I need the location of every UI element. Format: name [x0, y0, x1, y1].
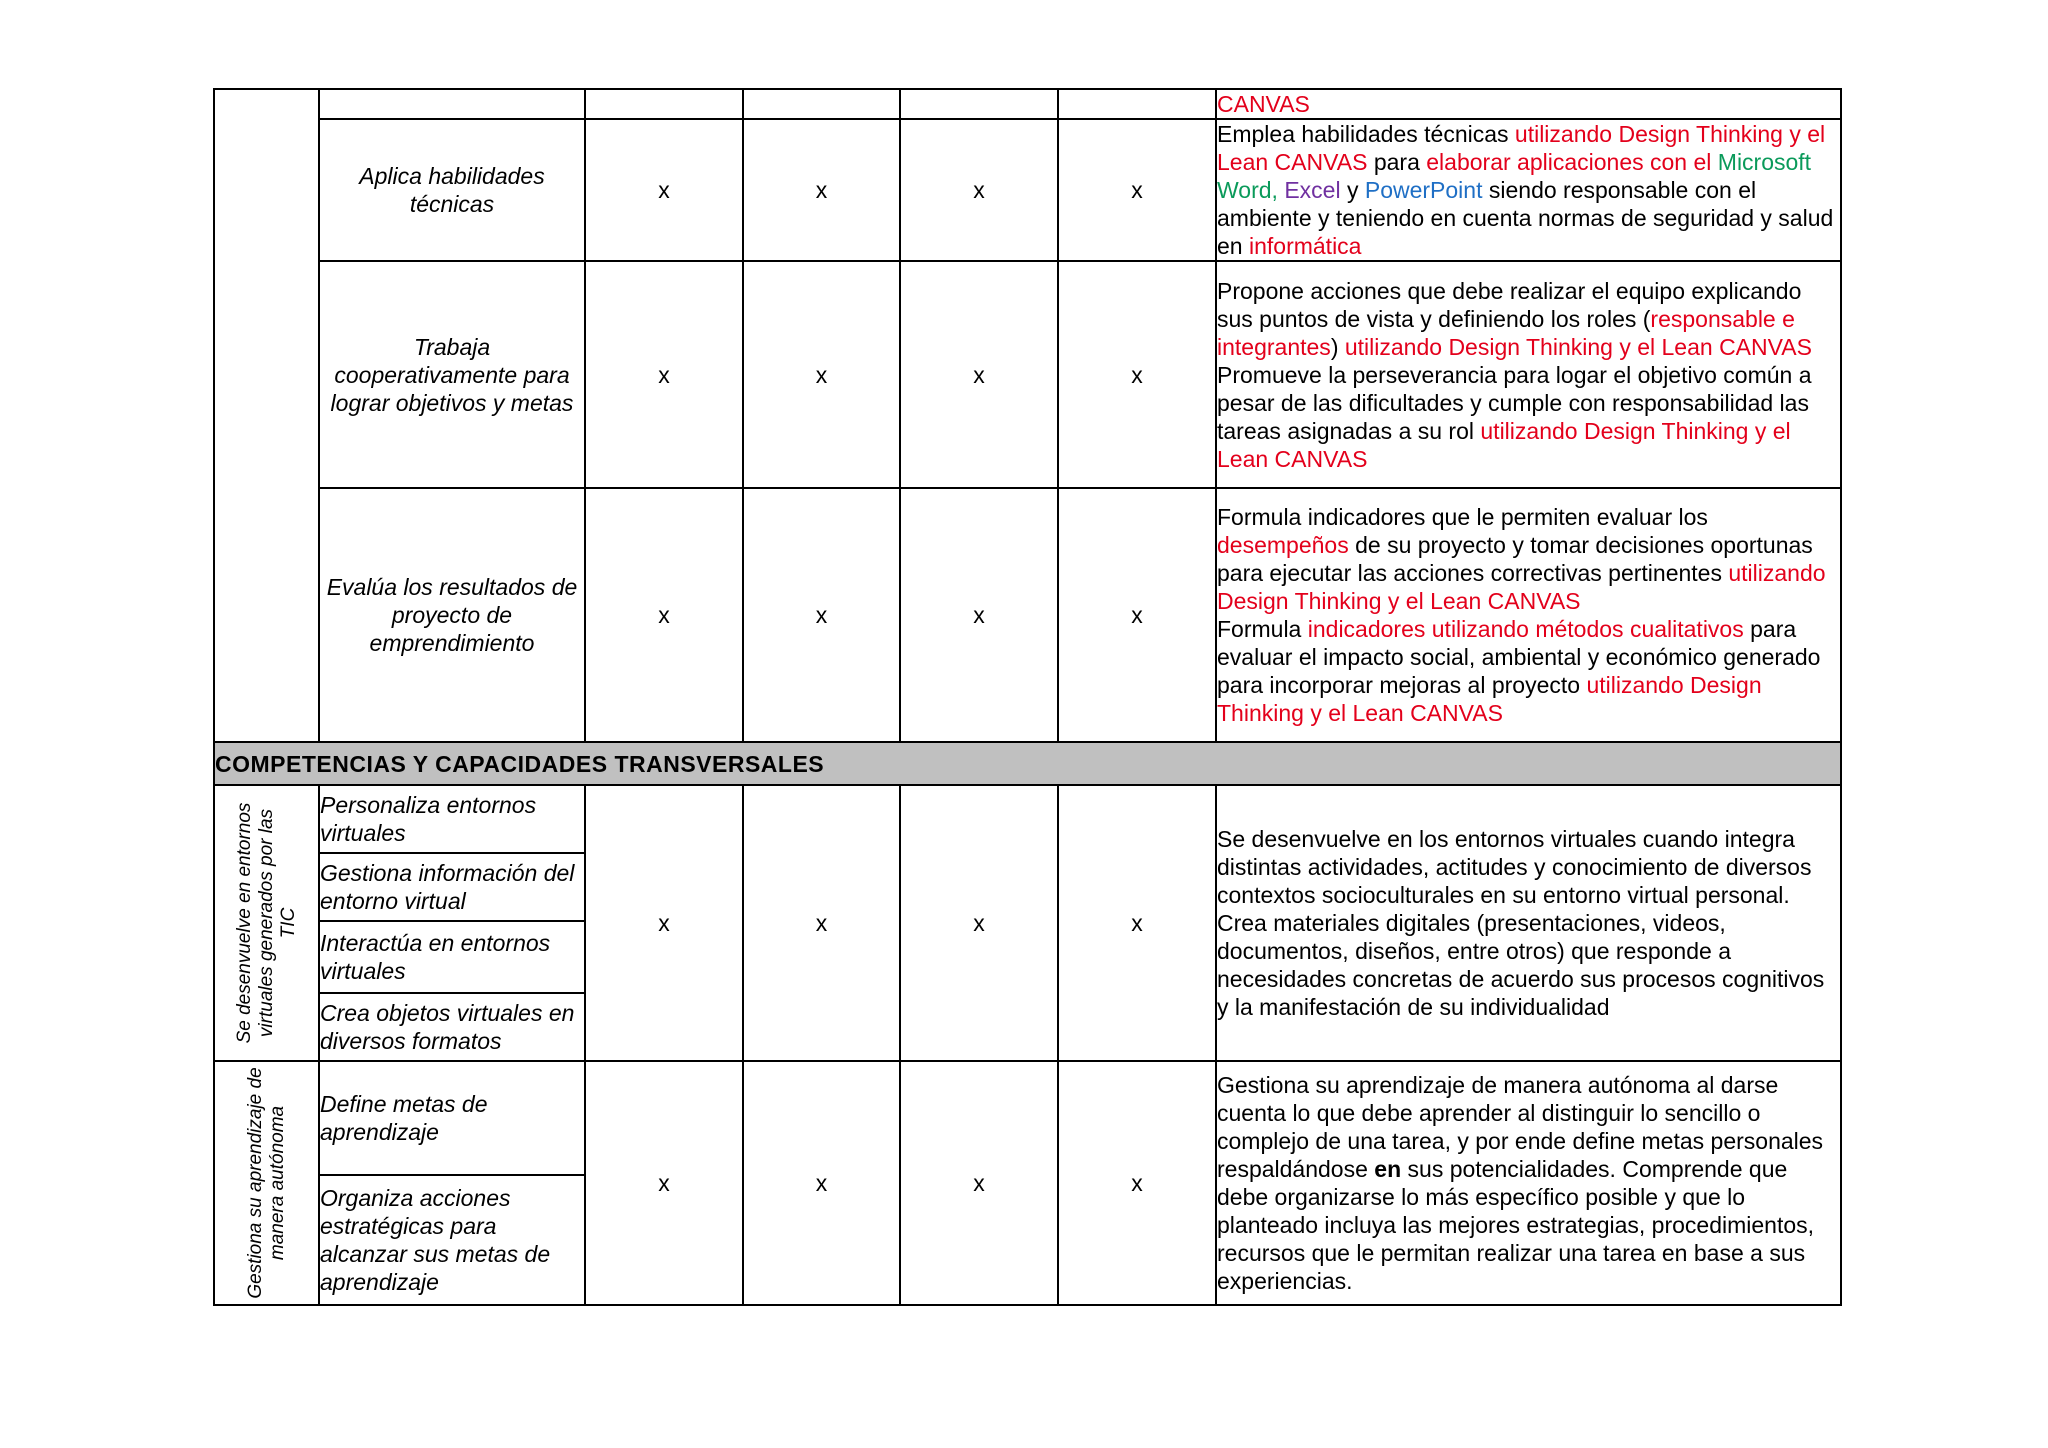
- capacity-cell: Organiza acciones estratégicas para alcanzar sus metas de aprendizaje: [319, 1175, 585, 1305]
- capacity-cell: Define metas de aprendizaje: [319, 1061, 585, 1175]
- mark-cell: x: [585, 261, 743, 488]
- competencies-table: [213, 88, 1842, 1306]
- mark-cell: x: [743, 488, 900, 742]
- capacity-cell: Aplica habilidades técnicas: [319, 119, 585, 261]
- competency-name: Se desenvuelve en entornos virtuales generados por las TIC: [233, 802, 299, 1044]
- competency-cell: [214, 1061, 319, 1305]
- mark-cell: [585, 89, 743, 119]
- mark-cell: x: [1058, 488, 1216, 742]
- mark-cell: x: [1058, 119, 1216, 261]
- description-cell: [1216, 488, 1841, 742]
- mark-cell: x: [900, 488, 1058, 742]
- competency-cell: [214, 785, 319, 1061]
- capacity-cell: Interactúa en entornos virtuales: [319, 921, 585, 993]
- capacity-cell: Trabaja cooperativamente para lograr objetivos y metas: [319, 261, 585, 488]
- capacity-cell: Evalúa los resultados de proyecto de emprendimiento: [319, 488, 585, 742]
- section-header-row: [214, 742, 1841, 785]
- mark-cell: x: [743, 1061, 900, 1305]
- mark-cell: x: [585, 1061, 743, 1305]
- capacity-cell: Crea objetos virtuales en diversos formatos: [319, 993, 585, 1061]
- mark-cell: [900, 89, 1058, 119]
- description-text: Formula indicadores que le permiten evaluar los desempeños de su proyecto y tomar decisiones oportunas para ejecutar las acciones correctivas pertinentes utilizando Design Thinking y el Lean CANVAS Formula indicadores utilizando métodos cualitativos para evaluar el impacto social, ambiental y económico generado para incorporar mejoras al proyecto utilizando Design Thinking y el Lean CANVAS: [1217, 504, 1826, 726]
- mark-cell: x: [743, 785, 900, 1061]
- section-header: COMPETENCIAS Y CAPACIDADES TRANSVERSALES: [214, 742, 1841, 785]
- mark-cell: x: [585, 488, 743, 742]
- mark-cell: x: [900, 261, 1058, 488]
- competency-cell-empty: [214, 89, 319, 742]
- mark-cell: x: [743, 261, 900, 488]
- description-text: Emplea habilidades técnicas utilizando Design Thinking y el Lean CANVAS para elaborar aplicaciones con el Microsoft Word, Excel y PowerPoint siendo responsable con el ambiente y teniendo en cuenta normas de seguridad y salud en informática: [1217, 121, 1834, 259]
- mark-cell: x: [1058, 261, 1216, 488]
- description-text: CANVAS: [1217, 91, 1310, 117]
- mark-cell: x: [585, 785, 743, 1061]
- mark-cell: [1058, 89, 1216, 119]
- capacity-cell: Personaliza entornos virtuales: [319, 785, 585, 853]
- table-row: [214, 785, 1841, 853]
- table-row: [214, 261, 1841, 488]
- mark-cell: x: [900, 1061, 1058, 1305]
- mark-cell: x: [1058, 1061, 1216, 1305]
- description-text: Propone acciones que debe realizar el equipo explicando sus puntos de vista y definiendo los roles (responsable e integrantes) utilizando Design Thinking y el Lean CANVAS Promueve la perseverancia para logar el objetivo común a pesar de las dificultades y cumple con responsabilidad las tareas asignadas a su rol utilizando Design Thinking y el Lean CANVAS: [1217, 277, 1812, 472]
- mark-cell: x: [1058, 785, 1216, 1061]
- table-row: [214, 488, 1841, 742]
- table-row: [214, 1061, 1841, 1175]
- mark-cell: [743, 89, 900, 119]
- capacity-cell: [319, 89, 585, 119]
- description-cell: [1216, 89, 1841, 119]
- description-text: Se desenvuelve en los entornos virtuales cuando integra distintas actividades, actitudes y conocimiento de diversos contextos socioculturales en su entorno virtual personal. Crea materiales digitales (presentaciones, videos, documentos, diseños, entre otros) que responde a necesidades concretas de acuerdo sus procesos cognitivos y la manifestación de su individualidad: [1217, 826, 1825, 1020]
- competency-name: Gestiona su aprendizaje de manera autónoma: [244, 1067, 288, 1299]
- description-cell: [1216, 785, 1841, 1061]
- description-text: Gestiona su aprendizaje de manera autónoma al darse cuenta lo que debe aprender al distinguir lo sencillo o complejo de una tarea, y por ende define metas personales respaldándose en sus potencialidades. Comprende que debe organizarse lo más específico posible y que lo planteado incluya las mejores estrategias, procedimientos, recursos que le permitan realizar una tarea en base a sus experiencias.: [1217, 1072, 1824, 1294]
- description-cell: [1216, 261, 1841, 488]
- mark-cell: x: [585, 119, 743, 261]
- description-cell: [1216, 119, 1841, 261]
- mark-cell: x: [743, 119, 900, 261]
- description-cell: [1216, 1061, 1841, 1305]
- mark-cell: x: [900, 119, 1058, 261]
- mark-cell: x: [900, 785, 1058, 1061]
- capacity-cell: Gestiona información del entorno virtual: [319, 853, 585, 921]
- table-row: [214, 89, 1841, 119]
- table-row: [214, 119, 1841, 261]
